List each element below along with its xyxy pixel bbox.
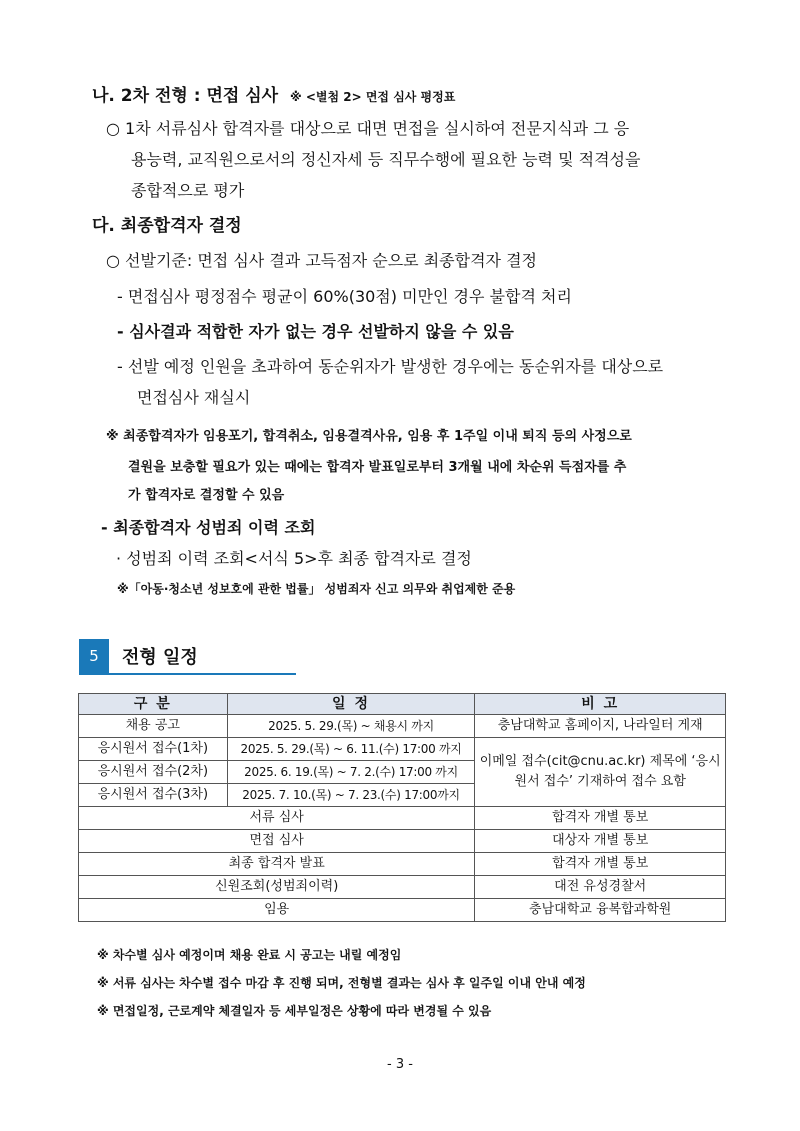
interview-line: 용능력, 교직원으로서의 정신자세 등 직무수행에 필요한 능력 및 적격성을 [131, 150, 641, 169]
row-remark: 대상자 개별 통보 [475, 830, 726, 853]
section-title: 전형 일정 [122, 647, 198, 668]
row-remark: 충남대학교 홈페이지, 나라일터 게재 [475, 715, 726, 738]
final-bullet: - 심사결과 적합한 자가 없는 경우 선발하지 않을 수 있음 [117, 322, 514, 341]
final-note-line: 결원을 보충할 필요가 있는 때에는 합격자 발표일로부터 3개월 내에 차순위 득점자를 추 [128, 460, 627, 475]
header-date: 일 정 [227, 694, 475, 715]
page-number: - 3 - [387, 1057, 413, 1072]
final-note-line: ※ 최종합격자가 임용포기, 합격취소, 임용결격사유, 임용 후 1주일 이내 퇴직 등의 사정으로 [106, 429, 632, 444]
table-row [79, 899, 726, 922]
row-category: 채용 공고 [79, 715, 228, 738]
section-number-badge: 5 [79, 639, 109, 673]
final-criteria: ○ 선발기준: 면접 심사 결과 고득점자 순으로 최종합격자 결정 [106, 251, 537, 270]
row-category: 임용 [79, 899, 475, 922]
row-category: 서류 심사 [79, 807, 475, 830]
final-section-title: 다. 최종합격자 결정 [92, 216, 242, 236]
row-category: 면접 심사 [79, 830, 475, 853]
table-row [79, 807, 726, 830]
final-note-line: 가 합격자로 결정할 수 있음 [128, 488, 285, 503]
row-category: 응시원서 접수(2차) [79, 761, 228, 784]
interview-line: 종합적으로 평가 [131, 181, 245, 200]
crime-check-item: · 성범죄 이력 조회<서식 5>후 최종 합격자로 결정 [116, 549, 472, 568]
row-date: 2025. 6. 19.(목) ~ 7. 2.(수) 17:00 까지 [227, 761, 475, 784]
table-row [79, 715, 726, 738]
crime-check-title: - 최종합격자 성범죄 이력 조회 [101, 518, 316, 537]
interview-section-title: 나. 2차 전형 : 면접 심사 ※ <별첨 2> 면접 심사 평정표 [92, 86, 456, 106]
schedule-table [78, 693, 726, 922]
final-bullet: - 면접심사 평정점수 평균이 60%(30점) 미만인 경우 불합격 처리 [117, 287, 572, 306]
section-underline [79, 673, 296, 675]
final-bullet: - 선발 예정 인원을 초과하여 동순위자가 발생한 경우에는 동순위자를 대상으로 [117, 357, 664, 376]
row-date: 2025. 5. 29.(목) ~ 6. 11.(수) 17:00 까지 [227, 738, 475, 761]
row-category: 응시원서 접수(1차) [79, 738, 228, 761]
row-date: 2025. 5. 29.(목) ~ 채용시 까지 [227, 715, 475, 738]
row-category: 신원조회(성범죄이력) [79, 876, 475, 899]
row-category: 최종 합격자 발표 [79, 853, 475, 876]
final-bullet: 면접심사 재실시 [137, 388, 251, 407]
crime-check-note: ※「아동·청소년 성보호에 관한 법률」 성범죄자 신고 의무와 취업제한 준용 [117, 582, 516, 596]
row-remark: 대전 유성경찰서 [475, 876, 726, 899]
header-remark: 비 고 [475, 694, 726, 715]
interview-line: ○ 1차 서류심사 합격자를 대상으로 대면 면접을 실시하여 전문지식과 그 응 [106, 119, 630, 138]
schedule-note: ※ 면접일정, 근로계약 체결일자 등 세부일정은 상황에 따라 변경될 수 있음 [97, 1004, 492, 1018]
table-row [79, 853, 726, 876]
row-date: 2025. 7. 10.(목) ~ 7. 23.(수) 17:00까지 [227, 784, 475, 807]
table-row [79, 738, 726, 761]
table-header-row [79, 694, 726, 715]
schedule-note: ※ 차수별 심사 예정이며 채용 완료 시 공고는 내릴 예정임 [97, 948, 402, 962]
header-category: 구 분 [79, 694, 228, 715]
table-row [79, 830, 726, 853]
row-category: 응시원서 접수(3차) [79, 784, 228, 807]
application-remark: 이메일 접수(cit@cnu.ac.kr) 제목에 ‘응시원서 접수’ 기재하여 접수 요함 [475, 738, 726, 807]
row-remark: 충남대학교 융복합과학원 [475, 899, 726, 922]
schedule-note: ※ 서류 심사는 차수별 접수 마감 후 진행 되며, 전형별 결과는 심사 후 일주일 이내 안내 예정 [97, 976, 586, 990]
row-remark: 합격자 개별 통보 [475, 807, 726, 830]
row-remark: 합격자 개별 통보 [475, 853, 726, 876]
table-row [79, 876, 726, 899]
interview-reference: ※ <별첨 2> 면접 심사 평정표 [289, 90, 456, 104]
